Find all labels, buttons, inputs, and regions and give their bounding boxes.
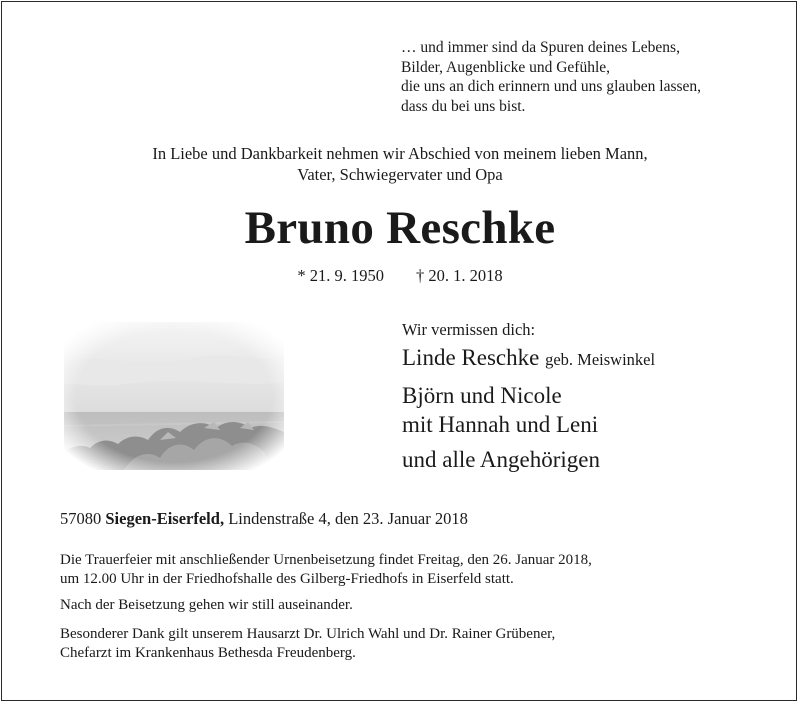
- mourners-intro: Wir vermissen dich:: [402, 320, 536, 339]
- address-and-date: Lindenstraße 4, den 23. Januar 2018: [228, 509, 468, 528]
- intro-line-1: In Liebe und Dankbarkeit nehmen wir Abschied von meinem lieben Mann,: [152, 144, 648, 163]
- deceased-name: Bruno Reschke: [244, 202, 556, 254]
- poem-line: … und immer sind da Spuren deines Lebens,: [401, 39, 680, 56]
- spouse-name: Linde Reschke: [402, 345, 540, 370]
- poem: [401, 38, 701, 116]
- children-line-1: Björn und Nicole: [402, 383, 562, 408]
- place-and-date: [60, 509, 468, 529]
- birth-date: * 21. 9. 1950: [297, 266, 384, 285]
- service-line-2: um 12.00 Uhr in der Friedhofshalle des Gilberg-Friedhofs in Eiserfeld statt.: [60, 571, 514, 587]
- after-service-note: Nach der Beisetzung gehen wir still auseinander.: [60, 597, 353, 613]
- poem-line: dass du bei uns bist.: [401, 97, 526, 115]
- service-line-1: Die Trauerfeier mit anschließender Urnenbeisetzung findet Freitag, den 26. Januar 2018,: [60, 552, 592, 568]
- poem-line: Bilder, Augenblicke und Gefühle,: [401, 58, 611, 76]
- intro-text: [0, 144, 800, 185]
- children-line-2: mit Hannah und Leni: [402, 412, 599, 437]
- service-info: [60, 551, 592, 589]
- spouse-birthname: geb. Meiswinkel: [545, 350, 656, 369]
- town: Siegen-Eiserfeld,: [105, 509, 225, 528]
- thanks-line-1: Besonderer Dank gilt unserem Hausarzt Dr. Ulrich Wahl und Dr. Rainer Grübener,: [60, 626, 556, 642]
- life-dates: [0, 266, 800, 286]
- spouse: [402, 345, 655, 371]
- thanks-note: [60, 625, 555, 663]
- poem-line: die uns an dich erinnern und uns glauben lassen,: [401, 78, 702, 95]
- children: [402, 381, 598, 439]
- postcode: 57080: [60, 509, 102, 528]
- sea-with-rocks-photo: [64, 322, 284, 470]
- intro-line-2: Vater, Schwiegervater und Opa: [297, 164, 503, 184]
- other-relatives: und alle Angehörigen: [402, 447, 601, 472]
- thanks-line-2: Chefarzt im Krankenhaus Bethesda Freudenberg.: [60, 645, 356, 661]
- death-date: † 20. 1. 2018: [416, 266, 503, 285]
